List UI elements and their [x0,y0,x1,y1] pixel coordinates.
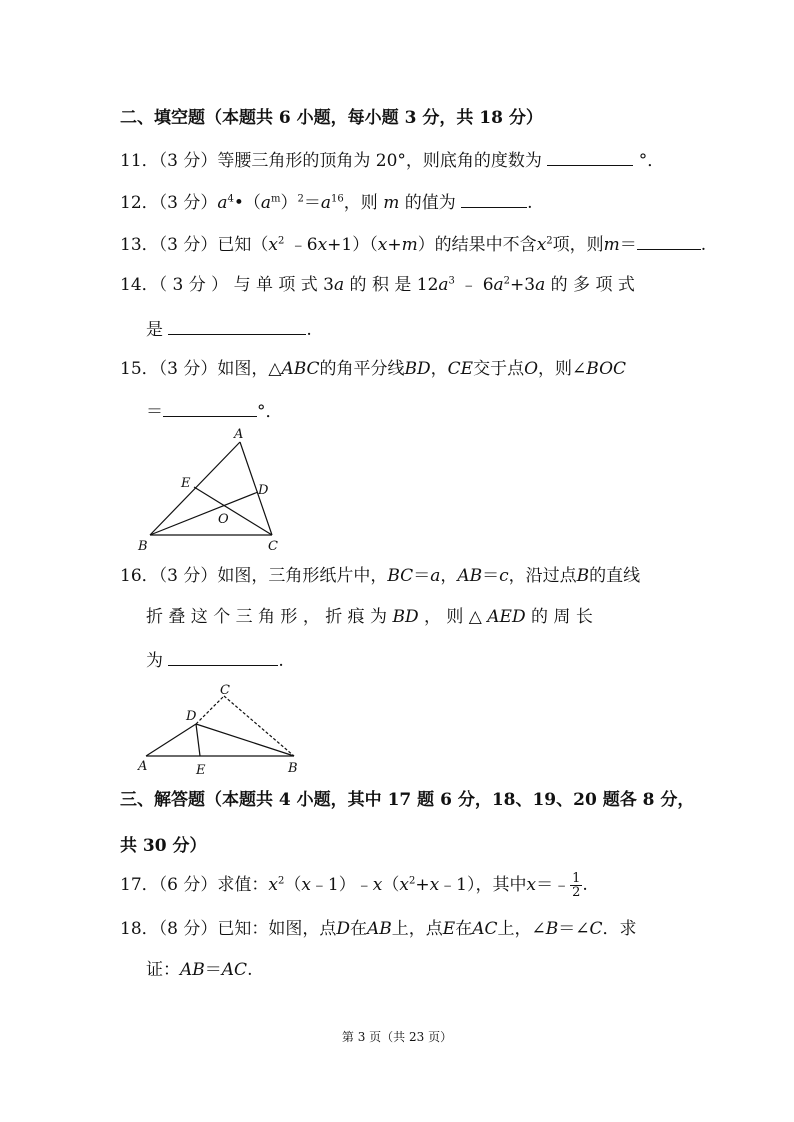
math-exp: 2 [277,235,285,247]
question-text: 11．（3 分）等腰三角形的顶角为 20°，则底角的度数为 [120,151,542,171]
question-text: ，沿过点 [508,566,577,586]
math-var: B [576,566,590,586]
question-text: ）的结果中不含 [417,235,537,255]
label-a: A [234,427,244,442]
math-var: x [536,235,547,255]
label-o: O [218,512,229,527]
math-op: +1）（ [327,235,378,255]
question-16-line2 [146,605,593,629]
question-text: 在 [350,919,367,939]
label-e: E [196,763,206,778]
math-op: ＝ [146,402,163,422]
question-text: 是 [146,320,163,340]
question-text: 的角平分线 [319,359,405,379]
math-var: AB [367,919,392,939]
math-var: AB [180,960,205,980]
label-e: E [181,476,191,491]
math-var: x [429,875,440,895]
label-d: D [258,483,269,498]
math-var: a [217,193,228,213]
math-var: x [268,235,278,255]
folded-triangle-figure-q16 [132,682,312,778]
question-text: ﹣1），其中 [439,875,527,895]
answer-blank[interactable] [461,189,527,208]
question-text: . [582,875,588,895]
math-op: ＝ [413,566,431,586]
math-op: ＝∠ [558,919,590,939]
page-footer [0,1028,794,1045]
label-a: A [138,759,148,774]
math-var: AC [221,960,248,980]
question-15-line2 [146,398,283,424]
fraction-one-half [570,872,582,899]
question-text: 项，则 [552,235,604,255]
question-text: °． [257,402,283,422]
math-var: x [399,875,409,895]
math-var: C [589,919,603,939]
math-var: AB [457,566,483,586]
math-var: ABC [281,359,320,379]
section-heading-text: 共 30 分） [120,836,207,856]
question-text: ，则∠ [538,359,587,379]
math-var: BOC [586,359,627,379]
math-var: a [438,275,449,295]
math-exp: 2 [546,235,553,247]
math-exp: 2 [503,275,511,287]
question-text: 17．（6 分）求值： [120,875,269,895]
math-var: x [301,875,311,895]
question-text: °． [638,151,665,171]
question-text: . [247,960,253,980]
crease-bd [196,724,294,756]
page-number: 第 3 页（共 23 页） [341,1030,453,1044]
section-heading-fill-blank [120,106,543,130]
math-var: BD [392,607,419,627]
question-text: 上，∠ [497,919,546,939]
math-op: ） [280,193,298,213]
question-text: 交于点 [473,359,525,379]
fraction-denominator: 2 [572,885,581,900]
math-var: BC [387,566,414,586]
section-heading-solve [120,788,694,812]
answer-blank[interactable] [637,231,701,250]
math-var: x [372,875,383,895]
math-var: m [383,193,400,213]
question-text: 13．（3 分）已知（ [120,235,269,255]
math-op: + [387,235,402,255]
math-var: a [535,275,546,295]
fraction-numerator: 1 [572,871,581,886]
folded-cb [224,696,294,756]
question-text: 的 积 是 12 [344,275,439,295]
math-op: ＝ [303,193,321,213]
math-var: E [442,919,456,939]
label-b: B [138,539,148,554]
math-exp: 3 [448,275,455,287]
math-exp: 2 [408,875,416,887]
question-text: . [278,651,284,671]
question-text: ， [430,359,448,379]
question-14 [120,273,635,297]
math-exp: 2 [277,875,285,887]
math-var: BD [404,359,431,379]
math-var: a [260,193,272,213]
math-exp: 4 [227,193,234,205]
folded-dc [196,696,224,724]
question-text: . [306,320,312,340]
math-var: x [317,235,328,255]
math-op: （ [382,875,400,895]
question-number: 12．（3 分） [120,193,218,213]
section-heading-solve-line2 [120,834,207,858]
answer-blank[interactable] [163,398,257,417]
question-11 [120,147,664,173]
math-op: ＝ [204,960,222,980]
bisector-bd [150,492,258,535]
segment-de [196,724,200,756]
question-16-line3 [146,647,284,673]
section-heading-text: 三、解答题（本题共 4 小题，其中 17 题 6 分，18、19、20 题各 8 分， [120,790,695,810]
question-14-line2 [146,316,312,342]
math-exp: 2 [297,193,304,205]
math-var: a [334,275,345,295]
math-exp: m [271,193,281,205]
math-op: ＝ [482,566,500,586]
question-text: 在 [455,919,473,939]
math-op: （ [284,875,302,895]
label-b: B [288,761,298,776]
question-text: . [700,235,707,255]
question-text: ， [440,566,458,586]
math-op: ﹣6 [284,235,318,255]
math-var: AC [472,919,498,939]
question-text: 14．（ 3 分 ） 与 单 项 式 3 [120,275,334,295]
question-text: 15．（3 分）如图，△ [120,359,282,379]
question-18-line2 [146,958,252,982]
math-var: CE [447,359,474,379]
math-op: •（ [233,193,261,213]
question-text: 的 多 项 式 [545,275,635,295]
question-12 [120,189,533,215]
label-d: D [186,709,197,724]
math-op: ＝ [619,235,637,255]
math-var: x [377,235,388,255]
math-var: c [499,566,509,586]
math-var: m [603,235,620,255]
answer-blank[interactable] [547,147,633,166]
question-text: ．求 [602,919,637,939]
math-op: ﹣1）﹣ [310,875,373,895]
math-op: + [415,875,430,895]
math-exp: 16 [331,193,344,205]
math-var: a [320,193,332,213]
question-text: ， 则 △ [423,607,482,627]
question-17 [120,872,588,899]
answer-blank[interactable] [168,316,306,335]
question-text: 为 [146,651,163,671]
question-text: 上，点 [391,919,443,939]
math-var: B [545,919,559,939]
math-var: AED [487,607,526,627]
question-text: 18．（8 分）已知：如图，点 [120,919,337,939]
question-18 [120,917,637,941]
triangle-figure-q15 [130,426,290,556]
math-var: D [336,919,350,939]
question-text: 的直线 [589,566,641,586]
question-text: 的值为 [404,193,456,213]
math-var: a [493,275,504,295]
math-var: m [401,235,418,255]
question-text: 16．（3 分）如图，三角形纸片中， [120,566,388,586]
math-op: ＝﹣ [536,875,571,895]
math-var: a [430,566,441,586]
side-ad [146,724,196,756]
question-text: 证： [146,960,180,980]
math-op: ﹣ 6 [454,275,494,295]
math-var: O [524,359,539,379]
question-text: ，则 [343,193,378,213]
question-16 [120,564,640,588]
question-text: 的 周 长 [531,607,593,627]
label-c: C [220,683,230,698]
question-15 [120,357,626,381]
math-var: x [526,875,537,895]
question-13 [120,231,706,257]
answer-blank[interactable] [168,647,278,666]
question-text: 折 叠 这 个 三 角 形 ， 折 痕 为 [146,607,388,627]
question-text: . [527,193,533,213]
label-c: C [268,539,278,554]
section-heading-text: 二、填空题（本题共 6 小题，每小题 3 分，共 18 分） [120,108,543,128]
math-op: +3 [510,275,536,295]
math-var: x [268,875,278,895]
